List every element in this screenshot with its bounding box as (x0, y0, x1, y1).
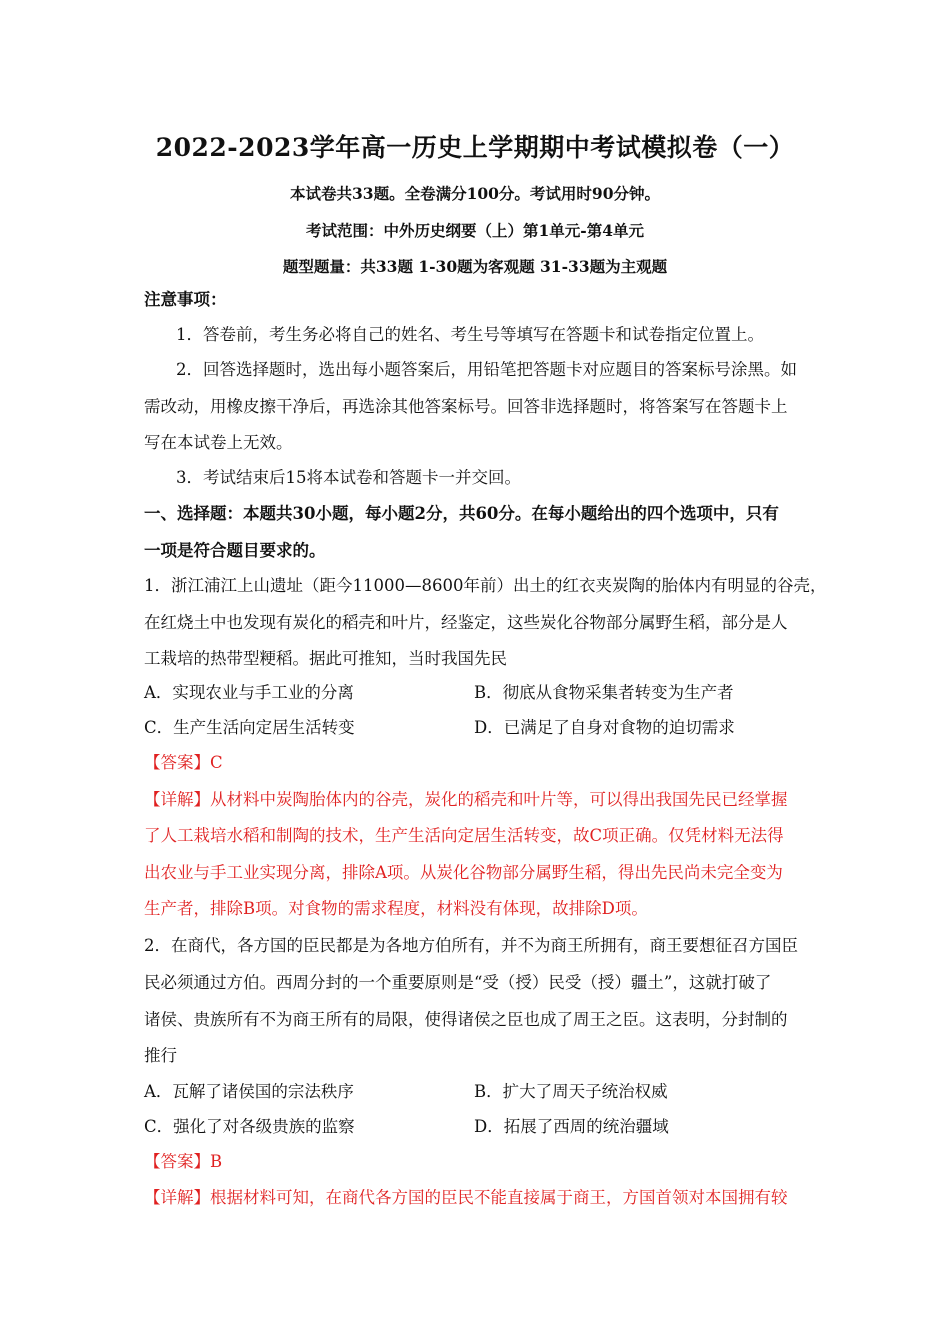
question-1-explanation: 出农业与手工业实现分离，排除A项。从炭化谷物部分属野生稻，得出先民尚未完全变为 (144, 863, 783, 882)
exam-title: 2022-2023学年高一历史上学期期中考试模拟卷（一） (155, 133, 795, 162)
exam-scope-line: 考试范围：中外历史纲要（上）第1单元-第4单元 (305, 221, 644, 240)
question-2-option-b: B．扩大了周天子统治权威 (474, 1082, 668, 1101)
section-heading: 一、选择题：本题共30小题，每小题2分，共60分。在每小题给出的四个选项中，只有 (144, 504, 779, 523)
notice-item-continued: 需改动，用橡皮擦干净后，再选涂其他答案标号。回答非选择题时，将答案写在答题卡上 (144, 397, 788, 416)
notice-heading: 注意事项： (144, 290, 227, 309)
question-2-stem: 诸侯、贵族所有不为商王所有的局限，使得诸侯之臣也成了周王之臣。这表明，分封制的 (144, 1010, 788, 1029)
question-types-line: 题型题量：共33题 1-30题为客观题 31-33题为主观题 (282, 257, 668, 276)
question-1-option-d: D．已满足了自身对食物的迫切需求 (474, 718, 735, 737)
notice-item: 3．考试结束后15将本试卷和答题卡一并交回。 (176, 468, 521, 487)
question-1-option-c: C．生产生活向定居生活转变 (144, 718, 355, 737)
question-2-option-d: D．拓展了西周的统治疆域 (474, 1117, 669, 1136)
question-2-option-c: C．强化了对各级贵族的监察 (144, 1117, 355, 1136)
section-heading-continued: 一项是符合题目要求的。 (144, 541, 326, 560)
question-1-option-b: B．彻底从食物采集者转变为生产者 (474, 683, 734, 702)
question-2-explanation: 【详解】根据材料可知，在商代各方国的臣民不能直接属于商王，方国首领对本国拥有较 (144, 1188, 788, 1207)
question-1-stem: 在红烧土中也发现有炭化的稻壳和叶片，经鉴定，这些炭化谷物部分属野生稻，部分是人 (144, 613, 788, 632)
question-1-explanation: 了人工栽培水稻和制陶的技术，生产生活向定居生活转变，故C项正确。仅凭材料无法得 (144, 826, 784, 845)
notice-item-continued: 写在本试卷上无效。 (144, 433, 293, 452)
question-1-stem: 1．浙江浦江上山遗址（距今11000—8600年前）出土的红衣夹炭陶的胎体内有明显的谷壳， (144, 576, 827, 595)
exam-info-line: 本试卷共33题。全卷满分100分。考试用时90分钟。 (290, 184, 660, 203)
question-2-answer: 【答案】B (144, 1152, 223, 1171)
notice-item: 2．回答选择题时，选出每小题答案后，用铅笔把答题卡对应题目的答案标号涂黑。如 (176, 360, 797, 379)
question-2-stem: 2．在商代，各方国的臣民都是为各地方伯所有，并不为商王所拥有，商王要想征召方国臣 (144, 936, 798, 955)
question-1-explanation: 生产者，排除B项。对食物的需求程度，材料没有体现，故排除D项。 (144, 899, 648, 918)
question-2-stem: 民必须通过方伯。西周分封的一个重要原则是“受（授）民受（授）疆土”，这就打破了 (144, 973, 772, 992)
notice-item: 1．答卷前，考生务必将自己的姓名、考生号等填写在答题卡和试卷指定位置上。 (176, 325, 764, 344)
question-1-explanation: 【详解】从材料中炭陶胎体内的谷壳，炭化的稻壳和叶片等，可以得出我国先民已经掌握 (144, 790, 788, 809)
question-2-option-a: A．瓦解了诸侯国的宗法秩序 (144, 1082, 354, 1101)
question-1-stem: 工栽培的热带型粳稻。据此可推知，当时我国先民 (144, 649, 507, 668)
question-2-stem: 推行 (144, 1046, 177, 1065)
question-1-option-a: A．实现农业与手工业的分离 (144, 683, 354, 702)
question-1-answer: 【答案】C (144, 753, 223, 772)
